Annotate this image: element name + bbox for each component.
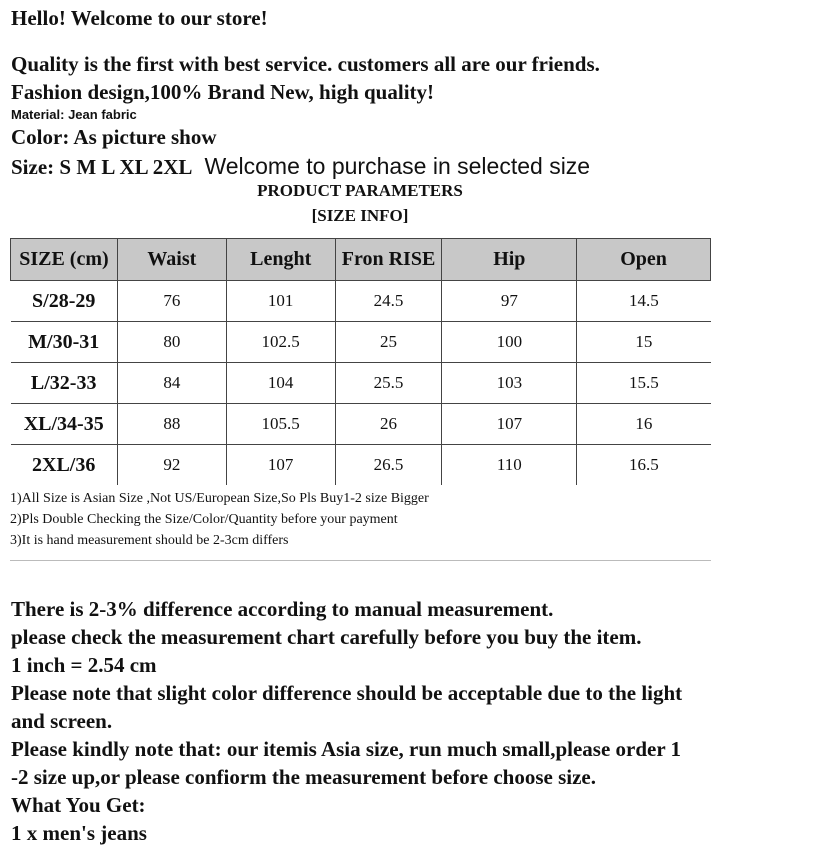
detail-asia-size: Please kindly note that: our itemis Asia size, run much small,please order 1 [11, 737, 682, 761]
detail-check-chart: please check the measurement chart carefully before you buy the item. [11, 625, 642, 649]
header-hip: Hip [442, 239, 577, 281]
length-cell: 104 [226, 363, 335, 404]
waist-cell: 76 [117, 281, 226, 322]
size-purchase-note: Welcome to purchase in selected size [204, 153, 591, 179]
package-contents: 1 x men's jeans [11, 821, 147, 845]
size-cell: XL/34-35 [11, 404, 118, 445]
detail-inch-conversion: 1 inch = 2.54 cm [11, 653, 157, 677]
detail-color-difference: Please note that slight color difference should be acceptable due to the light [11, 681, 683, 705]
length-cell: 107 [226, 445, 335, 486]
detail-difference: There is 2-3% difference according to manual measurement. [11, 597, 554, 621]
material-line: Material: Jean fabric [11, 107, 137, 122]
table-row [11, 404, 711, 445]
header-open: Open [577, 239, 711, 281]
front-rise-cell: 26 [335, 404, 442, 445]
size-cell: S/28-29 [11, 281, 118, 322]
fashion-line: Fashion design,100% Brand New, high quality! [11, 80, 435, 104]
size-cell: L/32-33 [11, 363, 118, 404]
note-double-check: 2)Pls Double Checking the Size/Color/Quantity before your payment [10, 512, 398, 527]
table-row [11, 322, 711, 363]
note-hand-measurement: 3)It is hand measurement should be 2-3cm differs [10, 533, 289, 548]
detail-color-difference-cont: and screen. [11, 709, 113, 733]
header-size: SIZE (cm) [11, 239, 118, 281]
greeting: Hello! Welcome to our store! [11, 6, 268, 30]
table-row [11, 363, 711, 404]
hip-cell: 97 [442, 281, 577, 322]
header-waist: Waist [117, 239, 226, 281]
front-rise-cell: 26.5 [335, 445, 442, 486]
what-you-get-heading: What You Get: [11, 793, 146, 817]
quality-line: Quality is the first with best service. customers all are our friends. [11, 52, 600, 76]
waist-cell: 88 [117, 404, 226, 445]
front-rise-cell: 25.5 [335, 363, 442, 404]
hip-cell: 100 [442, 322, 577, 363]
length-cell: 102.5 [226, 322, 335, 363]
open-cell: 14.5 [577, 281, 711, 322]
length-cell: 105.5 [226, 404, 335, 445]
note-asian-size: 1)All Size is Asian Size ,Not US/European Size,So Pls Buy1-2 size Bigger [10, 491, 429, 506]
open-cell: 15.5 [577, 363, 711, 404]
open-cell: 16 [577, 404, 711, 445]
table-row [11, 445, 711, 486]
waist-cell: 92 [117, 445, 226, 486]
waist-cell: 80 [117, 322, 226, 363]
size-cell: M/30-31 [11, 322, 118, 363]
header-front-rise: Fron RISE [335, 239, 442, 281]
divider [10, 560, 711, 561]
length-cell: 101 [226, 281, 335, 322]
front-rise-cell: 25 [335, 322, 442, 363]
hip-cell: 110 [442, 445, 577, 486]
color-line: Color: As picture show [11, 125, 217, 149]
size-table [10, 238, 711, 485]
size-line [11, 153, 590, 180]
size-info-subtitle: [SIZE INFO] [311, 206, 409, 225]
detail-asia-size-cont: -2 size up,or please confiorm the measurement before choose size. [11, 765, 596, 789]
table-header-row [11, 239, 711, 281]
waist-cell: 84 [117, 363, 226, 404]
product-parameters-title: PRODUCT PARAMETERS [257, 181, 463, 200]
front-rise-cell: 24.5 [335, 281, 442, 322]
table-row [11, 281, 711, 322]
hip-cell: 103 [442, 363, 577, 404]
size-list: Size: S M L XL 2XL [11, 155, 193, 179]
hip-cell: 107 [442, 404, 577, 445]
open-cell: 15 [577, 322, 711, 363]
size-cell: 2XL/36 [32, 453, 96, 476]
open-cell: 16.5 [577, 445, 711, 486]
header-length: Lenght [226, 239, 335, 281]
